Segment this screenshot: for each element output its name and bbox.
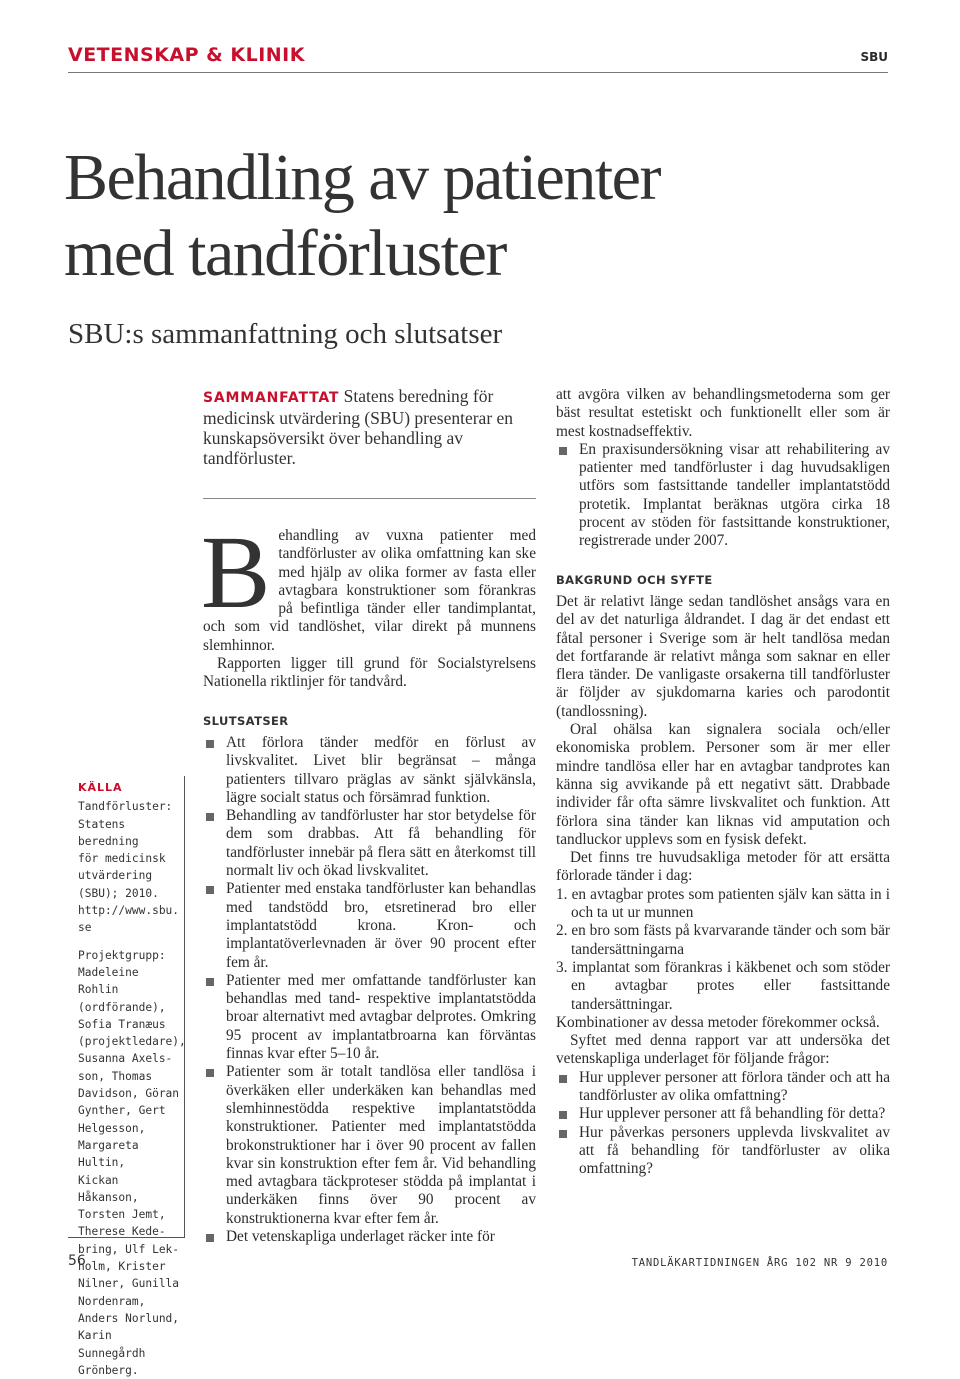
sidebar-source: Tandförluster: Statens beredning för medicinsk utvärdering (SBU); 2010. http://www.sbu. se	[78, 800, 180, 935]
bakgrund-paragraph-1: Det är relativt länge sedan tandlöshet ansågs vara en del av det naturliga åldrandet. I dag är det endast ett fåtal personer i Sverige som är helt tandlösa medan det fortfarande är relativt många som saknar en eller flera tänder. De vanligaste orsakerna till tandförluster är följder av sjukdomarna karies och parodontit (tandlossning).	[556, 592, 890, 720]
list-item: Hur upplever personer att få behandling för detta?	[556, 1105, 890, 1123]
sidebar-project-team: Projektgrupp: Madeleine Rohlin (ordförande), Sofia Tranæus (projektledare), Susanna Axels- son, Thomas Davidson, Göran Gynther, Gert Helgesson, Margareta Hultin, Kickan Håkanson, Torsten Jemt, Therese Kede- bring, Ulf Lek- holm, Krister Nilner, Gunilla Nordenram, Anders Norlund, Karin Sunnegårdh Grönberg.	[78, 948, 186, 1377]
column-right	[556, 386, 890, 1178]
list-item: En praxisundersökning visar att rehabilitering av patienter med tandförluster i dag huvudsakligen utförs som fastsittande tandeller implantatstödd protetik. Implantat beräknas utgöra cirka 18 procent av stöden för fastsittande konstruktioner, registrerade under 2007.	[556, 441, 890, 551]
list-item: Patienter som är totalt tandlösa eller tandlösa i överkäken eller underkäken kan behandlas med slemhinnestödda respektive implantatstödda konstruktioner. Patienter med implantatstödda brokonstruktioner har i över 90 procent av fallen kvar sin konstruktion efter fem år. Vid behandling med avtagbara täckproteser stödda på implantat i underkäken finns över 90 procent av konstruktionerna kvar efter fem år.	[203, 1063, 536, 1228]
lead-paragraph	[203, 386, 536, 468]
slutsatser-list	[203, 734, 536, 1246]
bakgrund-paragraph-5: Syftet med denna rapport var att undersöka det vetenskapliga underlaget för följande frågor:	[556, 1032, 890, 1068]
list-item: 1. en avtagbar protes som patienten själv kan sätta in i och ta ut ur munnen	[556, 885, 890, 922]
article-title-line-1: Behandling av patienter	[64, 141, 660, 214]
page-number: 56	[68, 1253, 86, 1269]
publication-footer: TANDLÄKARTIDNINGEN ÅRG 102 NR 9 2010	[631, 1257, 888, 1269]
questions-list	[556, 1069, 890, 1179]
list-item: Hur påverkas personers upplevda livskvalitet av att få behandling för tandförluster av olika omfattning?	[556, 1124, 890, 1179]
intro-paragraph	[201, 515, 536, 655]
column-middle	[203, 386, 536, 1246]
list-item: Patienter med enstaka tandförluster kan behandlas med tandstödd bro, etsretinerad bro eller implantatstödd krona. Kron- och implantatöverlevnaden är över 90 procent efter fem år.	[203, 880, 536, 971]
list-item: 3. implantat som förankras i käkbenet och som stöder en avtagbar protes eller fastsittande tandersättningar.	[556, 958, 890, 1013]
list-item: Det vetenskapliga underlaget räcker inte för	[203, 1228, 536, 1246]
list-item: 2. en bro som fästs på kvarvarande tänder och som bär tandersättningarna	[556, 922, 890, 958]
article-title-line-2: med tandförluster	[64, 217, 506, 290]
lead-text: Statens beredning för medicinsk utvärdering (SBU) presenterar en kunskapsöversikt över behandling av tandförluster.	[203, 386, 514, 468]
slutsatser-heading: SLUTSATSER	[203, 713, 289, 728]
lead-kicker: SAMMANFATTAT	[203, 390, 340, 406]
intro-paragraph-2: Rapporten ligger till grund för Socialstyrelsens Nationella riktlinjer för tandvård.	[203, 655, 536, 691]
header-divider	[68, 72, 888, 73]
list-item: Att förlora tänder medför en förlust av livskvalitet. Livet blir begränsat – många patienters tillvaro präglas av sänkt självkänsla, lägre socialt status och försämrad funktion.	[203, 734, 536, 807]
list-item: Hur upplever personer att förlora tänder och att ha tandförluster av olika omfattning?	[556, 1069, 890, 1106]
lead-divider	[203, 498, 536, 499]
article-subtitle: SBU:s sammanfattning och slutsatser	[68, 318, 503, 350]
drop-cap: B	[201, 515, 271, 630]
methods-list	[556, 886, 890, 1014]
bakgrund-paragraph-4: Kombinationer av dessa metoder förekommer också.	[556, 1013, 880, 1031]
sidebar-heading: KÄLLA	[78, 781, 123, 794]
continuation-paragraph: att avgöra vilken av behandlingsmetoderna som ger bäst resultat estetiskt och funktionellt eller som är mest kostnadseffektiv.	[556, 386, 890, 440]
source-tag: SBU	[860, 50, 888, 64]
intro-text: ehandling av vuxna patienter med tandförluster av olika omfattning kan ske med hjälp av olika former av fasta eller avtagbara konstruktioner som förankras på befintliga tänder eller tandimplantat, och som vid tandlöshet, vilar direkt på munnens slemhinnor.	[203, 527, 536, 654]
article-title	[64, 140, 904, 292]
list-item: Patienter med mer omfattande tandförluster kan behandlas med tand- respektive implantatstödda broar alternativt med avtagbar delprotes. Omkring 95 procent av implantatbroarna kan förväntas finnas kvar efter 5–10 år.	[203, 972, 536, 1063]
bakgrund-paragraph-2: Oral ohälsa kan signalera sociala och/eller ekonomiska problem. Personer som är mer eller mindre tandlösa eller har en avtagbar tandprotes kan känna sig avvikande på ett negativt sätt. Drabbade individer får ofta sämre livskvalitet och funktion. Att förlora sina tänder kan liknas vid amputation och tandluckor upplevs som en fysisk defekt.	[556, 721, 890, 848]
list-item: Behandling av tandförluster har stor betydelse för dem som drabbas. Att få behandling för tandförluster innebär på flera sätt en återkomst till normalt liv och ökad livskvalitet.	[203, 807, 536, 880]
body-middle	[201, 515, 536, 1246]
praxis-list	[556, 441, 890, 551]
bakgrund-heading: BAKGRUND OCH SYFTE	[556, 572, 713, 587]
bakgrund-paragraph-3: Det finns tre huvudsakliga metoder för att ersätta förlorade tänder i dag:	[556, 849, 890, 885]
section-label: VETENSKAP & KLINIK	[68, 44, 305, 66]
